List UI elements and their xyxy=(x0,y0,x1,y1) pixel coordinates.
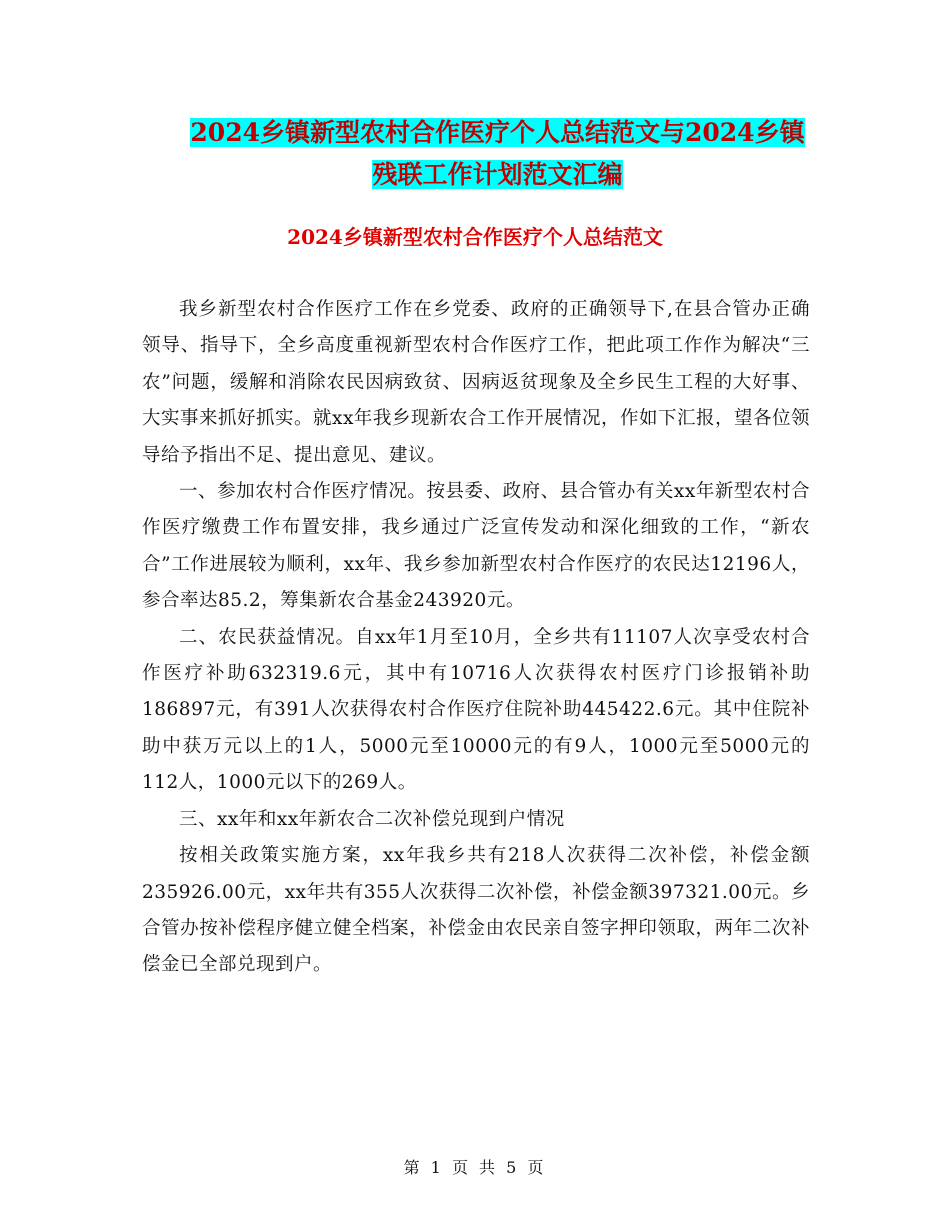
title-line-1: 2024乡镇新型农村合作医疗个人总结范文与2024乡镇 xyxy=(190,118,805,147)
document-title xyxy=(140,112,855,196)
paragraph-heading-3: 三、xx年和xx年新农合二次补偿兑现到户情况 xyxy=(179,808,565,830)
paragraph-participation: 一、参加农村合作医疗情况。按县委、政府、县合管办有关xx年新型农村合作医疗缴费工作布置安排，我乡通过广泛宣传发动和深化细致的工作，“新农合”工作进展较为顺利，xx年、我乡参加新型农村合作医疗的农民达12196人，参合率达85.2，筹集新农合基金243920元。 xyxy=(142,481,810,612)
title-line-2: 残联工作计划范文汇编 xyxy=(372,160,623,189)
paragraph-intro: 我乡新型农村合作医疗工作在乡党委、政府的正确领导下,在县合管办正确领导、指导下，全乡高度重视新型农村合作医疗工作，把此项工作作为解决“三农”问题，缓解和消除农民因病致贫、因病返贫现象及全乡民生工程的大好事、大实事来抓好抓实。就xx年我乡现新农合工作开展情况，作如下汇报，望各位领导给予指出不足、提出意见、建议。 xyxy=(142,299,810,466)
page-footer: 第 1 页 共 5 页 xyxy=(403,1158,547,1177)
document-body xyxy=(142,292,810,984)
paragraph-benefits: 二、农民获益情况。自xx年1月至10月，全乡共有11107人次享受农村合作医疗补助632319.6元，其中有10716人次获得农村医疗门诊报销补助186897元，有391人次获得农村合作医疗住院补助445422.6元。其中住院补助中获万元以上的1人，5000元至10000元的有9人，1000元至5000元的112人，1000元以下的269人。 xyxy=(142,626,810,794)
paragraph-compensation: 按相关政策实施方案，xx年我乡共有218人次获得二次补偿，补偿金额235926.00元，xx年共有355人次获得二次补偿，补偿金额397321.00元。乡合管办按补偿程序健立健全档案，补偿金由农民亲自签字押印领取，两年二次补偿金已全部兑现到户。 xyxy=(142,845,810,976)
section-title: 2024乡镇新型农村合作医疗个人总结范文 xyxy=(287,225,663,249)
